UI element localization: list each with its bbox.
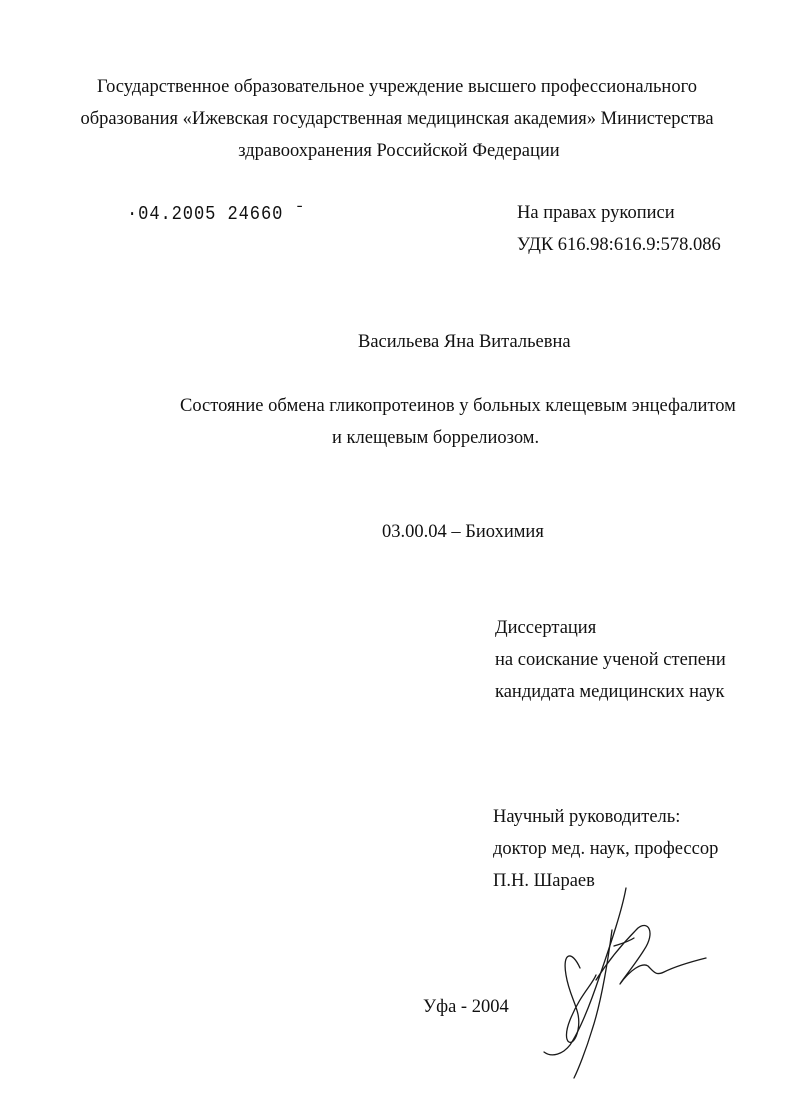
author-name: Васильева Яна Витальевна bbox=[358, 332, 571, 352]
udk-code: УДК 616.98:616.9:578.086 bbox=[517, 235, 721, 255]
manuscript-rights: На правах рукописи bbox=[517, 203, 675, 223]
institution-line-2: образования «Ижевская государственная медицинская академия» Министерства bbox=[80, 109, 714, 129]
stamp-dot: · bbox=[127, 203, 139, 225]
signature-stroke-5 bbox=[614, 938, 634, 946]
advisor-degree: доктор мед. наук, профессор bbox=[493, 839, 719, 859]
dissertation-degree: кандидата медицинских наук bbox=[495, 682, 725, 702]
city-year: Уфа - 2004 bbox=[423, 997, 509, 1017]
thesis-title-line-1: Состояние обмена гликопротеинов у больных клещевым энцефалитом bbox=[180, 396, 736, 416]
thesis-title-line-2: и клещевым боррелиозом. bbox=[332, 428, 540, 448]
handwritten-signature bbox=[530, 880, 730, 1080]
registration-stamp-number bbox=[127, 203, 306, 225]
dissertation-label: Диссертация bbox=[495, 618, 597, 638]
stamp-dash: ˉ bbox=[283, 203, 306, 225]
institution-line-1: Государственное образовательное учреждение высшего профессионального bbox=[97, 77, 697, 97]
institution-line-3: здравоохранения Российской Федерации bbox=[238, 141, 560, 161]
advisor-name: П.Н. Шараев bbox=[493, 871, 595, 891]
advisor-label: Научный руководитель: bbox=[493, 807, 681, 827]
dissertation-purpose: на соискание ученой степени bbox=[495, 650, 726, 670]
specialty-code: 03.00.04 – Биохимия bbox=[382, 522, 544, 542]
signature-stroke-1 bbox=[544, 888, 626, 1055]
signature-stroke-3 bbox=[574, 930, 612, 1078]
stamp-digits: 04.2005 24660 bbox=[138, 203, 284, 225]
signature-stroke-4 bbox=[596, 925, 706, 984]
